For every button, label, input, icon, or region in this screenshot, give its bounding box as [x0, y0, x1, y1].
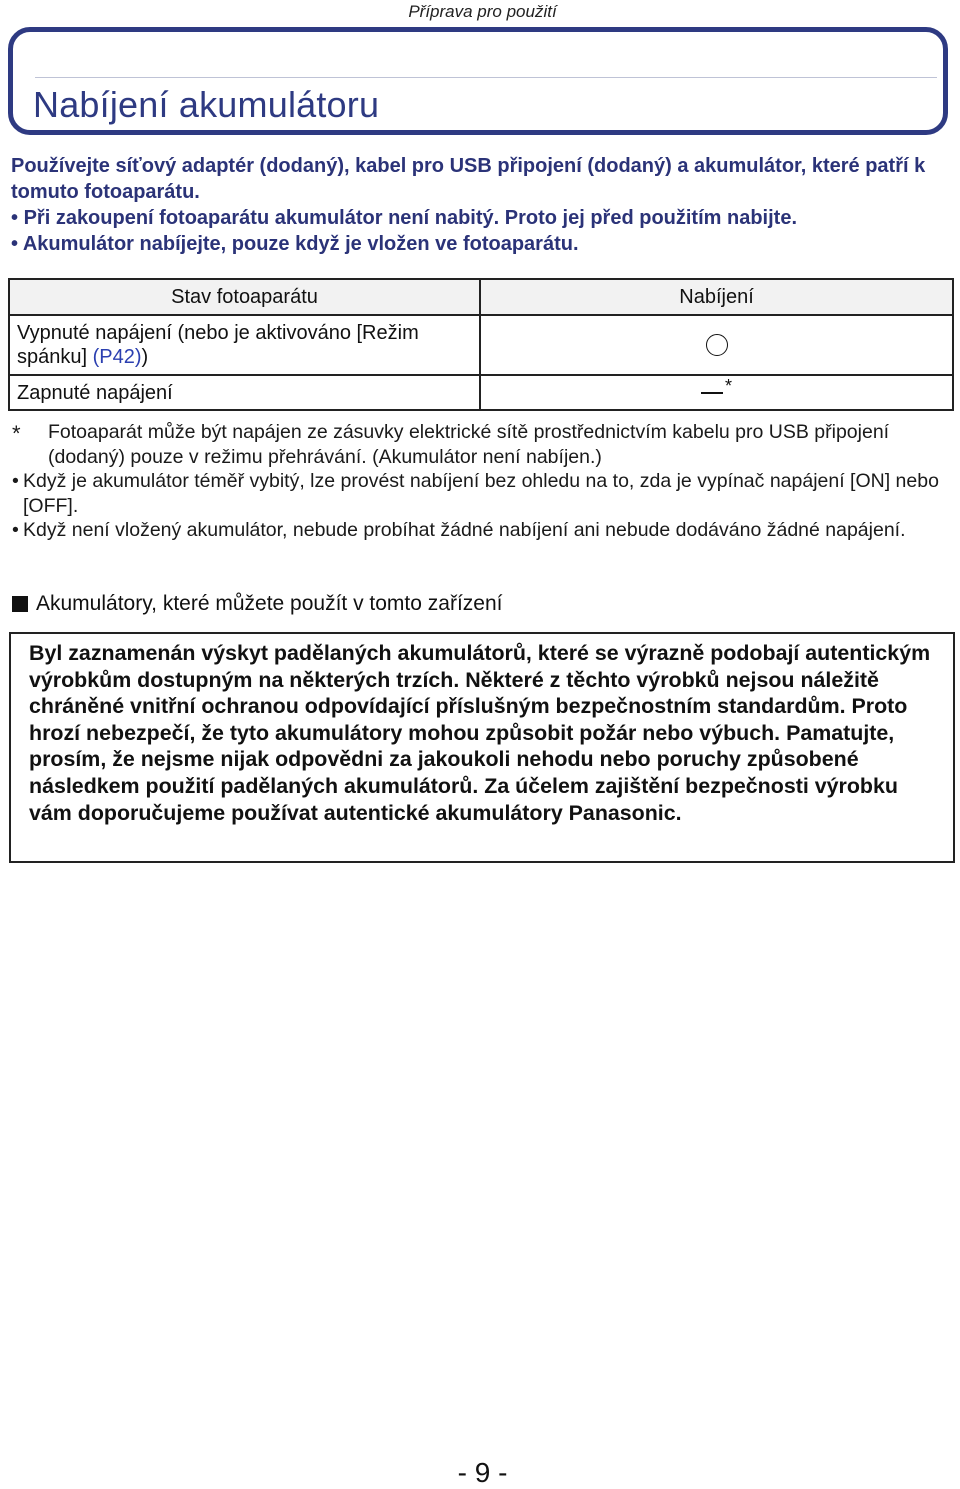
state-cell [9, 315, 480, 375]
intro-lead: Používejte síťový adaptér (dodaný), kabel pro USB připojení (dodaný) a akumulátor, které patří k tomuto fotoaparátu. [11, 155, 926, 203]
table-header-state: Stav fotoaparátu [9, 279, 480, 315]
footnote-ref: * [725, 376, 733, 396]
table-header-row [9, 279, 953, 315]
intro-bullet-text: Při zakoupení fotoaparátu akumulátor není nabitý. Proto jej před použitím nabijte. [23, 207, 797, 229]
notes-block [12, 420, 957, 543]
note-bullet-1 [12, 469, 957, 518]
note-text: Když není vložený akumulátor, nebude probíhat žádné nabíjení ani nebude dodáváno žádné napájení. [23, 519, 906, 541]
state-tail: ) [141, 346, 149, 368]
bullet-mark: • [12, 519, 19, 541]
title-rule [35, 77, 937, 78]
square-bullet-icon [12, 596, 28, 612]
note-bullet-2 [12, 518, 957, 543]
footnote [12, 420, 957, 469]
page-reference-link[interactable]: (P42) [92, 346, 142, 368]
bullet-mark: • [11, 233, 19, 255]
title-banner [8, 27, 948, 135]
bullet-mark: • [11, 207, 19, 229]
intro-block [11, 153, 956, 257]
page-title: Nabíjení akumulátoru [33, 84, 380, 125]
section-tag: Příprava pro použití [408, 2, 557, 21]
battery-heading-text: Akumulátory, které můžete použít v tomto zařízení [36, 592, 503, 615]
table-row [9, 315, 953, 375]
battery-heading [12, 592, 502, 616]
warning-box [9, 632, 955, 863]
footnote-text: Fotoaparát může být napájen ze zásuvky elektrické sítě prostřednictvím kabelu pro USB připojení (dodaný) pouze v režimu přehrávání. (Akumulátor není nabíjen.) [48, 421, 890, 468]
charge-cell [480, 315, 953, 375]
warning-text: Byl zaznamenán výskyt padělaných akumulátorů, které se výrazně podobají autentickým výrobkům dostupným na některých trzích. Některé z těchto výrobků nejsou náležitě chráněné vnitřní ochranou odpovídající příslušným bezpečnostním standardům. Proto hrozí nebezpečí, že tyto akumulátory mohou způsobit požár nebo výbuch. Pamatujte, prosím, že nejsme nijak odpovědni za jakoukoli nehodu nebo poruchy způsobené následkem použití padělaných akumulátorů. Za účelem zajištění bezpečnosti výrobku vám doporučujeme používat autentické akumulátory Panasonic. [29, 641, 931, 825]
state-cell: Zapnuté napájení [9, 375, 480, 410]
intro-bullet-text: Akumulátor nabíjejte, pouze když je vložen ve fotoaparátu. [22, 233, 579, 255]
table-header-charging: Nabíjení [480, 279, 953, 315]
circle-icon [706, 334, 728, 356]
page-number: - 9 - [457, 1457, 508, 1488]
bullet-mark: • [12, 470, 19, 492]
table-row [9, 375, 953, 410]
state-text: Vypnuté napájení (nebo je aktivováno [Režim spánku] [17, 322, 419, 368]
charge-cell [480, 375, 953, 410]
note-text: Když je akumulátor téměř vybitý, lze provést nabíjení bez ohledu na to, zda je vypínač napájení [ON] nebo [OFF]. [23, 470, 939, 517]
asterisk-icon: * [12, 421, 21, 446]
dash-icon [701, 392, 723, 394]
charging-table [8, 278, 954, 411]
intro-bullet-1 [11, 205, 956, 231]
intro-bullet-2 [11, 231, 956, 257]
